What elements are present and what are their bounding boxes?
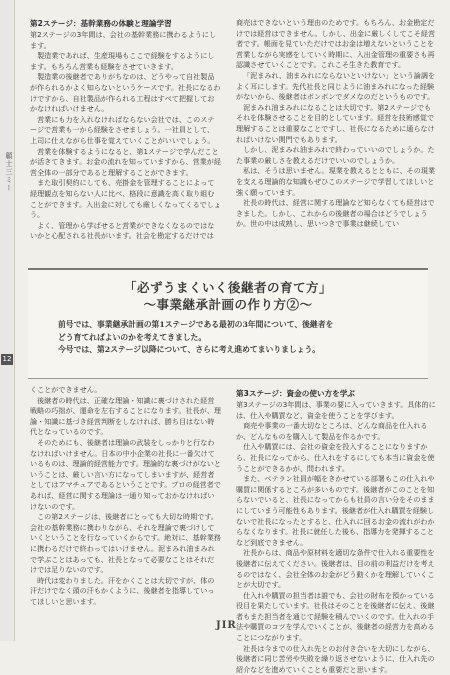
column-2 [236,18,436,263]
paragraph: くことができません。 [30,385,102,394]
paragraph: 商売はできないという理由のためです。もちろん、お金勘定だけでは経営はできません。しかし、出金に厳しくしてこそ経営者です。帳面を見ていただけではお金は増えないということを営業しながら実感をしていく時期に、入出金管理の重要さも再認識させていくことです。これこそ生きた教育です。 [236,18,436,70]
paragraph: 後継者の時代は、正確な理論・知識に裏づけされた経営戦略の巧拙が、運命を左右することになります。社長が、理論・知識に基づき経営判断をしなければ、勝ち目はない時代となっているのです。 [30,395,221,437]
column-3 [30,385,221,607]
paragraph: 時代は変わりました。汗をかくことは大切ですが、体の汗だけでなく頭の汗もかくように、後継者を指導していってほしいと思います。 [30,575,215,606]
section-heading-stage3: 第3ステージ：資金の使い方を学ぶ [236,389,355,398]
paragraph: 営業を体験するようになると、第1ステージで学んだことが活きてきます。お金の流れを知っていますから、営業が経営全体の一部分であると理解することができます。 [30,146,221,177]
paragraph: しかし、泥まみれ油まみれで終わっていいのでしょうか。たた事業の厳しさを教えるだけでいいのでしょうか。 [236,145,435,165]
paragraph: 私は、そうは思いません。現業を教えるとともに、その現業を支える理論的な知識もぜひこのステージで学習してほしいと強く願っています。 [236,166,436,197]
feature-title: 「必ずうまくいく後継者の育て方」 [123,280,332,295]
paragraph: 商売や事業の一番大切なところは、どんな商品を仕入れるか、どんなものを購入して製品を作るかです。 [236,421,428,441]
lead-line: 前号では、事業継承計画の第1ステージである最初の3年間について、後継者を [58,320,334,329]
paragraph: 仕入や購買には、会社の資金を投入することになりますから、社長になってから、仕入れをするにしても本当に資金を使うことができるかが、問われます。 [236,442,435,473]
paragraph: そのためにも、後継者は理論の武装をしっかりと行なわなければいけません。日本の中小企業の社長に一番欠けているものは、理論的経営能力です。理論的な裏づけがないということは、厳しい言い方になってしまいますが、経営者としてはアマチュアであるということです。プロの経営者であれば、経営に関する理論は一通り知っておかなければいけないのです。 [30,437,221,511]
lead-line: 今号では、第2ステージ以降について、さらに考え進めてまいりましょう。 [58,345,321,354]
paragraph: 第2ステージの3年間は、会社の基幹業務に携わるようにします。 [30,30,217,50]
paragraph: 泥まみれ油まみれになることは大切です。第2ステージでもそれを体験させることを目的としています。経営を技術感覚で理解することは重要なことですし、社長になるために通らなければいけない関門でもあります。 [236,102,435,144]
paragraph: また、ベテラン社員が幅をきかせている部署もこの仕入れや購買に関係するところが多いものです。後継者がこのことを知らないでいると、社長になってからも社員の言い分をそのままにしていまう可能性もあります。後継者が仕入れ購買を経験しないで社長になったとすると、仕入れに回るお金の流れがわからなくなります。社長に就任した後も、指導力を発揮することなど到底できません。 [236,474,435,547]
paragraph: 社長の時代は、経営に関する理論など知らなくても経営はできました。しかし、これからの後継者の場合はどうでしょうか。世の中は成熟し、思いつきで事業は継続してい [236,198,435,229]
sidebar-section-label: 顧士三ミー [5,152,13,192]
paragraph: 社長からは、商品や原材料を適切な条件で仕入れる重要性を後継者に伝えてください。後継者は、目の前の利益だけを考えるのではなく、会社全体のお金がどう動くかを理解していくことが大切です。 [236,548,435,590]
paragraph: また取引契約にしても、売掛金を管理することによって経理観点を知らない人に比べ、格段に意識を高く取り組むことができます。入出金に対しても厳しくなってくるでしょう。 [30,178,221,220]
column-1 [30,18,221,240]
paragraph: 第3ステージの3年間は、事業の要に入っていきます。具体的には、仕入や購買など、資金を使うことを学びます。 [236,400,436,420]
lead-line: どう育てればよいのかを考えてきました。 [58,332,207,342]
sidebar-tab [0,0,15,641]
feature-subtitle: 〜事業継承計画の作り方②〜 [143,297,313,312]
section-heading-stage2: 第2ステージ：基幹業務の体験と理論学習 [30,19,172,28]
paragraph: この第2ステージは、後継者にとっても大切な時期です。会社の基幹業務に携わりながら、それを理論で裏づけしていくということを行なっていくからです。絶対に、基幹業務に携わるだけで終わってはいけません。泥まみれ油まみれで学ぶことはあっても、社長となって必要なことはそれだけでは足りないのです。 [30,512,221,575]
paragraph: 社長は今までの仕入れ先とのお付き合いを大切にしながら、後継者に同じ苦労や失敗を繰り返させないように、仕入れ先の紹介などを進めていくことも重要だと思います。 [236,643,435,674]
paragraph: 製造業の後継者でありがちなのは、どうやって自社製品が作られるかよく知らないというケースです。社長になるわけですから、自社製品が作られる工程はすべて把握しておかなければいけません。 [30,72,221,114]
paragraph: 仕入れや購買の担当者は誰でも、会社の財布を預かっている役目を果たしています。社長はそのことを後継者に伝え、後継者もまた担当者を通じて経験を積んでいくのです。仕入れの手法や購買のコツを学んでいくことが、後継者の経営力を高めることにつながります。 [236,590,435,643]
paragraph: よく、管理から学ばせると営業ができなくなるのではないかと心配される社長がいます。社会を勘定するだけでは [30,220,215,241]
feature-title-box [28,268,428,379]
page-number: 12 [2,355,12,363]
paragraph: 「泥まみれ、油まみれにならないといけない」という論調をよく耳にします。先代社長と同じように油まみれになった経験がないから、後継者はボンボンでダメなのだというものです。 [236,70,436,102]
paragraph: 営業にも力を入れなければならない会社では、このステージで営業も一から経験をさせましょう。一社員として、上司に仕えながら仕事を覚えていくことがいいでしょう。 [30,114,215,145]
paragraph: 製造業であれば、生産現場もここで経験をするようにします。もちろん営業も経験をさせていきます。 [30,51,215,71]
publisher-logo: JIR [216,620,237,631]
feature-lead [58,319,408,357]
column-4 [236,388,436,674]
